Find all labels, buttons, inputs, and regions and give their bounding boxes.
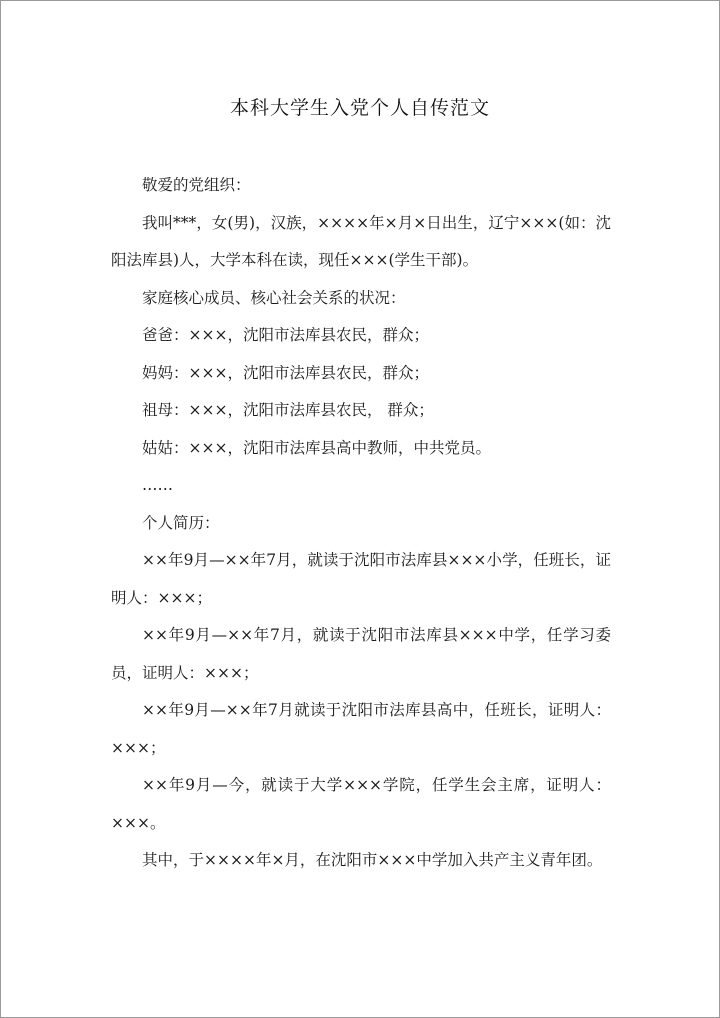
document-body <box>111 167 611 880</box>
salutation: 敬爱的党组织： <box>142 176 251 194</box>
family-member-aunt: 姑姑：×××，沈阳市法库县高中教师，中共党员。 <box>142 438 491 457</box>
document-title: 本科大学生入党个人自传范文 <box>229 97 490 119</box>
family-member-father: 爸爸：×××，沈阳市法库县农民，群众； <box>142 326 429 344</box>
family-member-grandmother: 祖母：×××，沈阳市法库县农民， 群众； <box>142 401 434 419</box>
league-paragraph: 其中，于××××年×月，在沈阳市×××中学加入共产主义青年团。 <box>142 851 603 869</box>
family-heading: 家庭核心成员、核心社会关系的状况： <box>142 288 406 307</box>
resume-entry: ××年9月—今，就读于大学×××学院，任学生会主席，证明人：×××。 <box>111 776 611 832</box>
resume-entry: ××年9月—××年7月，就读于沈阳市法库县×××中学，任学习委员，证明人：×××； <box>111 626 611 682</box>
resume-entry: ××年9月—××年7月，就读于沈阳市法库县×××小学，任班长，证明人：×××； <box>111 551 611 607</box>
ellipsis-line: …… <box>142 476 173 494</box>
family-member-mother: 妈妈：×××，沈阳市法库县农民，群众； <box>142 363 429 382</box>
resume-heading: 个人简历： <box>142 513 220 532</box>
resume-entry: ××年9月—××年7月就读于沈阳市法库县高中，任班长，证明人：×××； <box>111 701 611 757</box>
intro-paragraph: 我叫***，女(男)，汉族，××××年×月×日出生，辽宁×××(如：沈阳法库县)人，大学本科在读，现任×××(学生干部)。 <box>111 213 611 269</box>
